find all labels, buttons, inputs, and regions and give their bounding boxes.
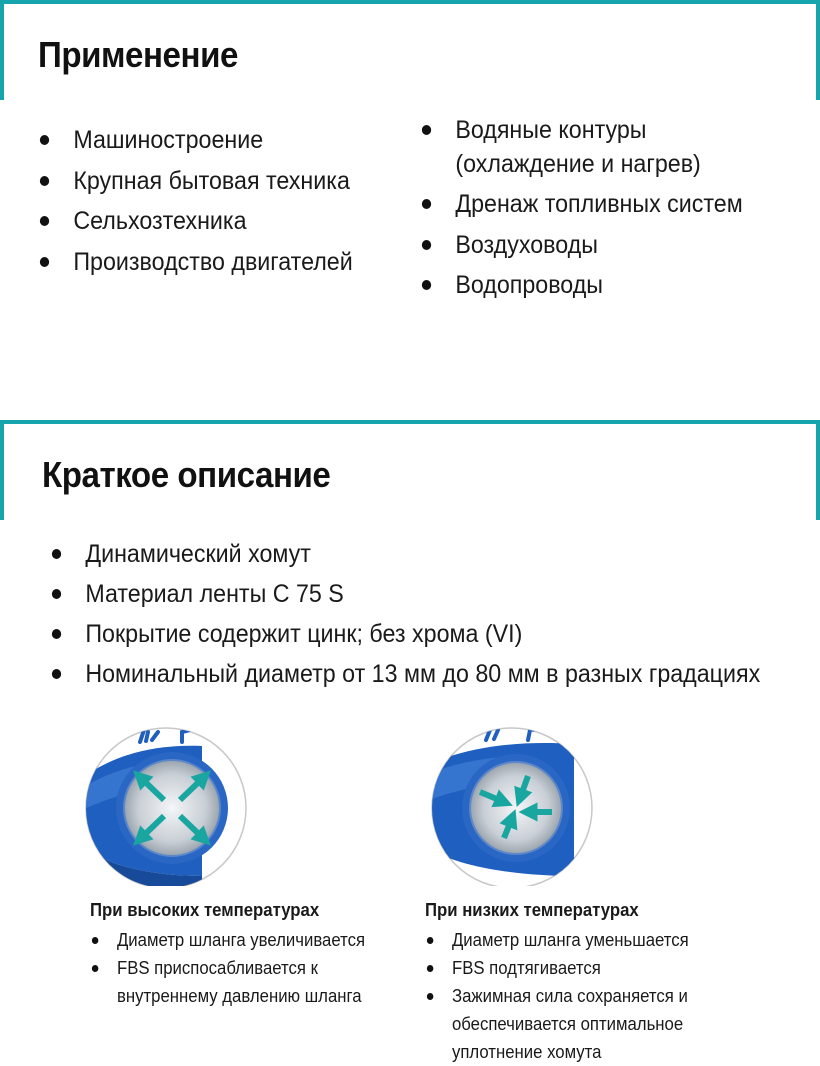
list-item: Покрытие содержит цинк; без хрома (VI) xyxy=(50,614,760,654)
applications-list-right xyxy=(420,110,767,306)
low-temp-list xyxy=(425,926,709,1066)
description-list xyxy=(50,534,814,694)
list-item: Дренаж топливных систем xyxy=(420,184,743,225)
list-item: Крупная бытовая техника xyxy=(38,161,353,202)
list-item-line: внутреннему давлению шланга xyxy=(116,986,362,1006)
list-item: Диаметр шланга уменьшается xyxy=(425,926,689,954)
list-item: Производство двигателей xyxy=(38,242,353,283)
list-item: FBS подтягивается xyxy=(425,954,689,982)
list-item xyxy=(420,110,743,184)
list-item: Сельхозтехника xyxy=(38,201,353,242)
list-item: Воздуховоды xyxy=(420,225,743,266)
high-temp-list xyxy=(90,926,386,1010)
contracting-hose-clamp-icon xyxy=(424,726,604,886)
list-item: Динамический хомут xyxy=(50,534,760,574)
description-title: Краткое описание xyxy=(42,454,331,495)
list-item xyxy=(425,982,689,1066)
list-item: Диаметр шланга увеличивается xyxy=(90,926,365,954)
applications-list-left xyxy=(38,120,376,282)
list-item-line: Зажимная сила сохраняется и xyxy=(451,986,688,1006)
list-item-line: FBS приспосабливается к xyxy=(116,958,318,978)
list-item xyxy=(90,954,365,1010)
list-item-line: уплотнение хомута xyxy=(451,1042,602,1062)
list-item-line: обеспечивается оптимальное xyxy=(451,1014,684,1034)
applications-title: Применение xyxy=(38,34,238,75)
list-item-line: Водяные контуры xyxy=(455,116,647,144)
list-item: Номинальный диаметр от 13 мм до 80 мм в разных градациях xyxy=(50,654,760,694)
high-temp-title: При высоких температурах xyxy=(90,900,320,920)
low-temp-title: При низких температурах xyxy=(425,900,639,920)
list-item: Материал ленты С 75 S xyxy=(50,574,760,614)
list-item: Водопроводы xyxy=(420,265,743,306)
list-item-line: (охлаждение и нагрев) xyxy=(455,149,701,178)
expanding-hose-clamp-icon xyxy=(82,726,252,886)
list-item: Машиностроение xyxy=(38,120,353,161)
